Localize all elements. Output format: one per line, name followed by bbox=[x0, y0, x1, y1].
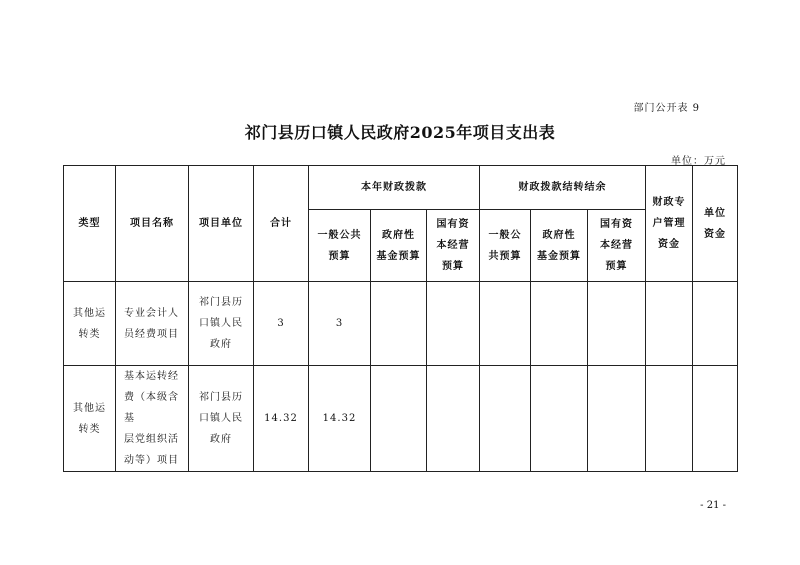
page-title: 祁门县历口镇人民政府2025年项目支出表 bbox=[244, 123, 556, 142]
header-sub-state-capital: 国有资 本经营 预算 bbox=[427, 210, 480, 282]
table-row bbox=[64, 366, 738, 472]
header-project-unit: 项目单位 bbox=[189, 166, 254, 282]
header-sub-general: 一般公共 预算 bbox=[309, 210, 371, 282]
row-general-budget: 14.32 bbox=[309, 366, 371, 472]
header-sub-gov-fund: 政府性 基金预算 bbox=[371, 210, 427, 282]
header-type: 类型 bbox=[64, 166, 116, 282]
row-cell-empty bbox=[693, 366, 738, 472]
row-cell-empty bbox=[371, 282, 427, 366]
row-type: 其他运 转类 bbox=[64, 282, 116, 366]
row-cell-empty bbox=[371, 366, 427, 472]
header-project-name: 项目名称 bbox=[116, 166, 189, 282]
row-project-name: 基本运转经 费（本级含基 层党组织活 动等）项目 bbox=[116, 366, 189, 472]
row-cell-empty bbox=[646, 366, 693, 472]
row-cell-empty bbox=[480, 366, 531, 472]
row-total: 14.32 bbox=[254, 366, 309, 472]
doc-code: 部门公开表 9 bbox=[633, 103, 700, 114]
header-row-1 bbox=[64, 166, 738, 210]
header-unit-fund: 单位 资金 bbox=[693, 166, 738, 282]
row-project-name: 专业会计人 员经费项目 bbox=[116, 282, 189, 366]
unit-label: 单位：万元 bbox=[671, 156, 726, 167]
row-cell-empty bbox=[588, 366, 646, 472]
row-cell-empty bbox=[646, 282, 693, 366]
row-type: 其他运 转类 bbox=[64, 366, 116, 472]
row-cell-empty bbox=[531, 282, 588, 366]
row-project-unit: 祁门县历 口镇人民 政府 bbox=[189, 366, 254, 472]
row-cell-empty bbox=[427, 282, 480, 366]
row-cell-empty bbox=[693, 282, 738, 366]
row-cell-empty bbox=[427, 366, 480, 472]
row-cell-empty bbox=[480, 282, 531, 366]
table-row bbox=[64, 282, 738, 366]
header-total: 合计 bbox=[254, 166, 309, 282]
header-sub-gov-fund-carry: 政府性 基金预算 bbox=[531, 210, 588, 282]
header-sub-state-capital-carry: 国有资 本经营 预算 bbox=[588, 210, 646, 282]
header-carryover: 财政拨款结转结余 bbox=[480, 166, 646, 210]
header-current-year: 本年财政拨款 bbox=[309, 166, 480, 210]
row-cell-empty bbox=[531, 366, 588, 472]
row-general-budget: 3 bbox=[309, 282, 371, 366]
header-sub-general-carry: 一般公 共预算 bbox=[480, 210, 531, 282]
header-special-fund: 财政专 户管理 资金 bbox=[646, 166, 693, 282]
page-number: - 21 - bbox=[700, 500, 726, 511]
row-total: 3 bbox=[254, 282, 309, 366]
row-cell-empty bbox=[588, 282, 646, 366]
row-project-unit: 祁门县历 口镇人民 政府 bbox=[189, 282, 254, 366]
expenditure-table bbox=[63, 165, 738, 472]
